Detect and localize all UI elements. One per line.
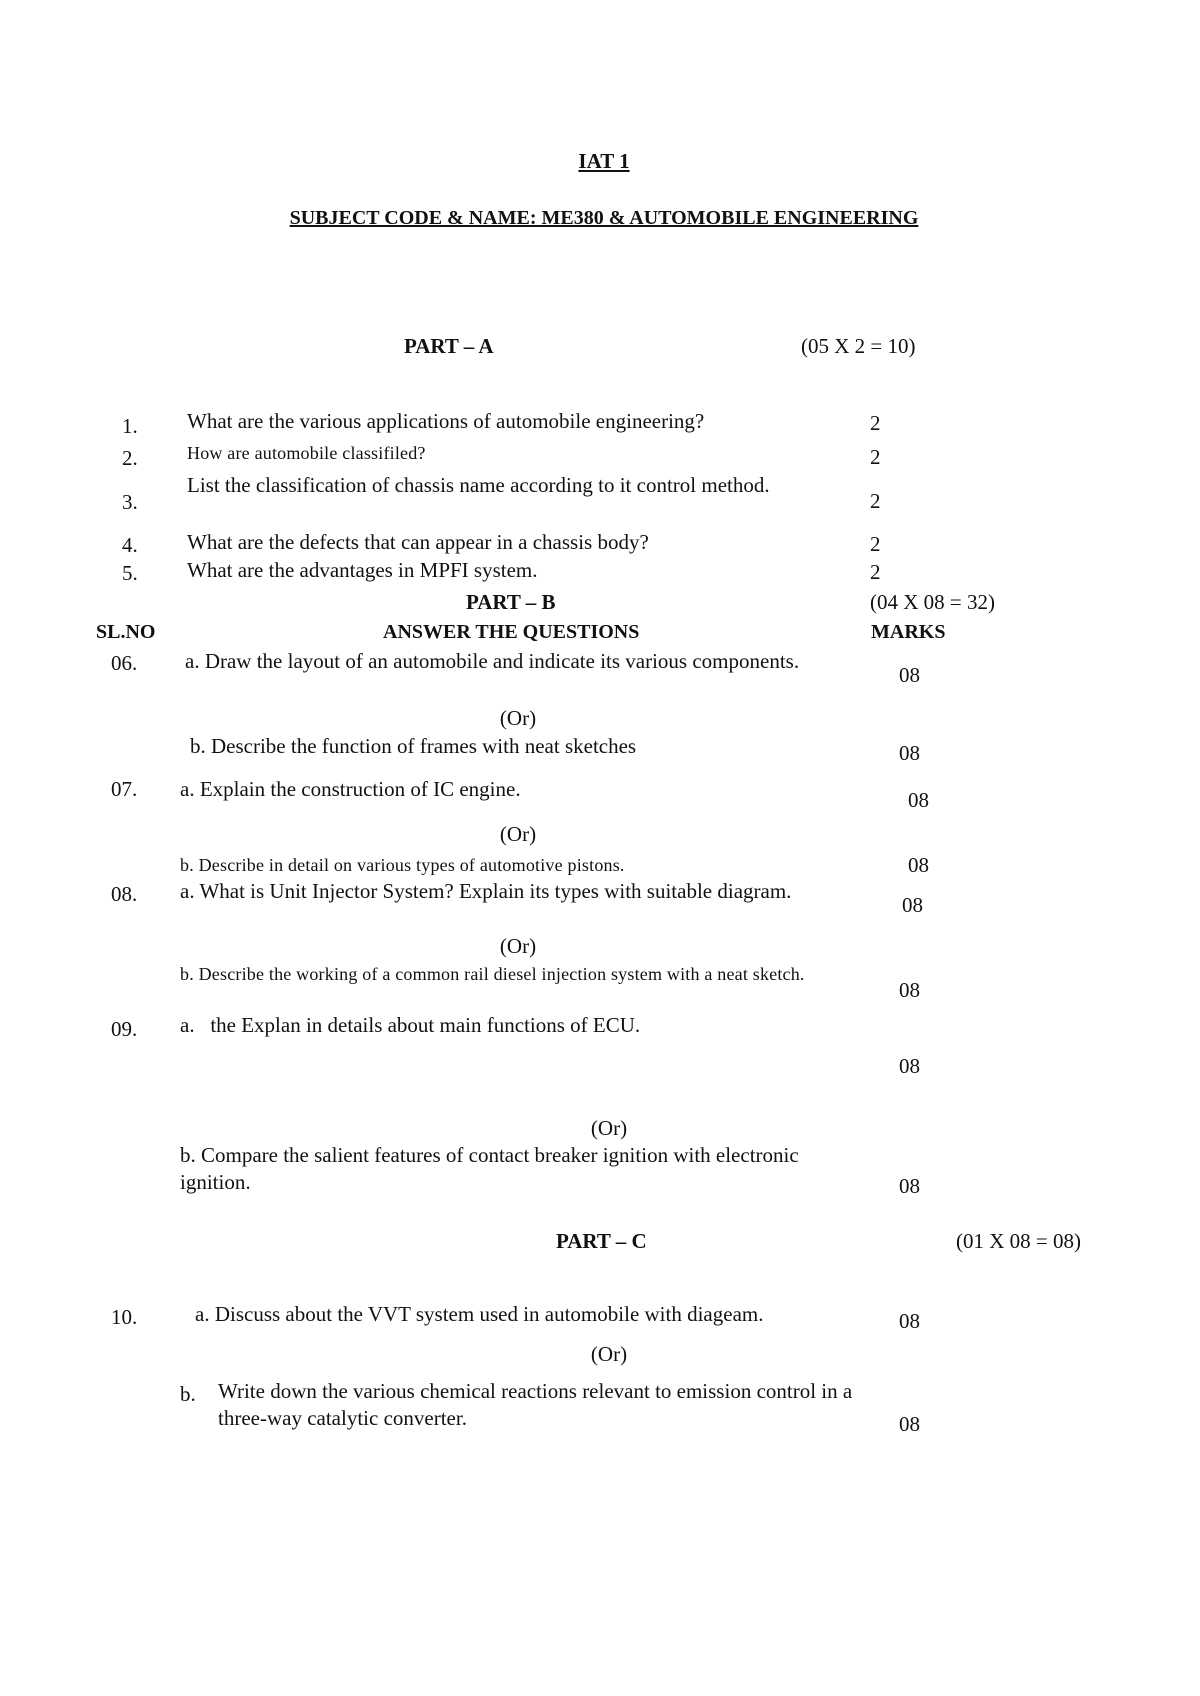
option-b-marks: 08 [908,853,929,877]
question-marks: 2 [870,560,881,584]
subject-line: SUBJECT CODE & NAME: ME380 & AUTOMOBILE ENGINEERING [289,207,919,229]
part-c-marks-scheme: (01 X 08 = 08) [956,1229,1081,1253]
or-separator: (Or) [590,1116,628,1140]
option-a-text: a. Discuss about the VVT system used in automobile with diageam. [195,1302,764,1326]
option-a-marks: 08 [899,1309,920,1333]
part-a-marks-scheme: (05 X 2 = 10) [801,334,916,358]
option-a-text: a. the Explan in details about main functions of ECU. [180,1013,641,1037]
option-b-marks: 08 [899,1174,920,1198]
option-a-marks: 08 [908,788,929,812]
option-a-text: a. Explain the construction of IC engine. [180,777,521,801]
or-separator: (Or) [499,706,537,730]
question-marks: 2 [870,532,881,556]
question-number: 08. [111,882,138,906]
or-separator: (Or) [590,1342,628,1366]
option-a-marks: 08 [899,663,920,687]
question-marks: 2 [870,489,881,513]
option-a-text: a. Draw the layout of an automobile and indicate its various components. [185,649,800,673]
option-b-text: b. Compare the salient features of contact breaker ignition with electronic ignition. [180,1143,799,1194]
question-number: 07. [111,777,138,801]
question-marks: 2 [870,445,881,469]
option-b-marks: 08 [899,1412,920,1436]
question-number: 06. [111,651,138,675]
or-separator: (Or) [499,934,537,958]
option-b-text: b. Describe in detail on various types of automotive pistons. [180,855,625,875]
column-header-marks: MARKS [871,621,946,643]
column-header-questions: ANSWER THE QUESTIONS [383,621,640,643]
question-number: 3. [122,490,138,514]
question-number: 5. [122,561,138,585]
option-a-text: a. What is Unit Injector System? Explain its types with suitable diagram. [180,879,792,903]
question-number: 2. [122,446,138,470]
exam-title: IAT 1 [578,149,630,173]
question-number: 1. [122,414,138,438]
option-a-marks: 08 [902,893,923,917]
option-a-marks: 08 [899,1054,920,1078]
part-a-title: PART – A [404,334,494,358]
question-text: What are the various applications of automobile engineering? [187,409,705,433]
question-marks: 2 [870,411,881,435]
question-number: 10. [111,1305,138,1329]
question-text: How are automobile classifiled? [187,443,426,463]
column-header-slno: SL.NO [96,621,156,643]
option-b-marks: 08 [899,978,920,1002]
option-b-label: b. [180,1382,196,1406]
part-b-marks-scheme: (04 X 08 = 32) [870,590,995,614]
or-separator: (Or) [499,822,537,846]
question-number: 09. [111,1017,138,1041]
question-text: What are the advantages in MPFI system. [187,558,538,582]
option-b-text: Write down the various chemical reactions relevant to emission control in a three-way catalytic converter. [218,1379,853,1430]
option-b-text: b. Describe the function of frames with neat sketches [190,734,637,758]
question-text: List the classification of chassis name according to it control method. [187,473,770,497]
option-b-text: b. Describe the working of a common rail diesel injection system with a neat sketch. [180,964,805,984]
part-c-title: PART – C [556,1229,647,1253]
option-b-marks: 08 [899,741,920,765]
question-text: What are the defects that can appear in a chassis body? [187,530,649,554]
question-number: 4. [122,533,138,557]
part-b-title: PART – B [466,590,556,614]
